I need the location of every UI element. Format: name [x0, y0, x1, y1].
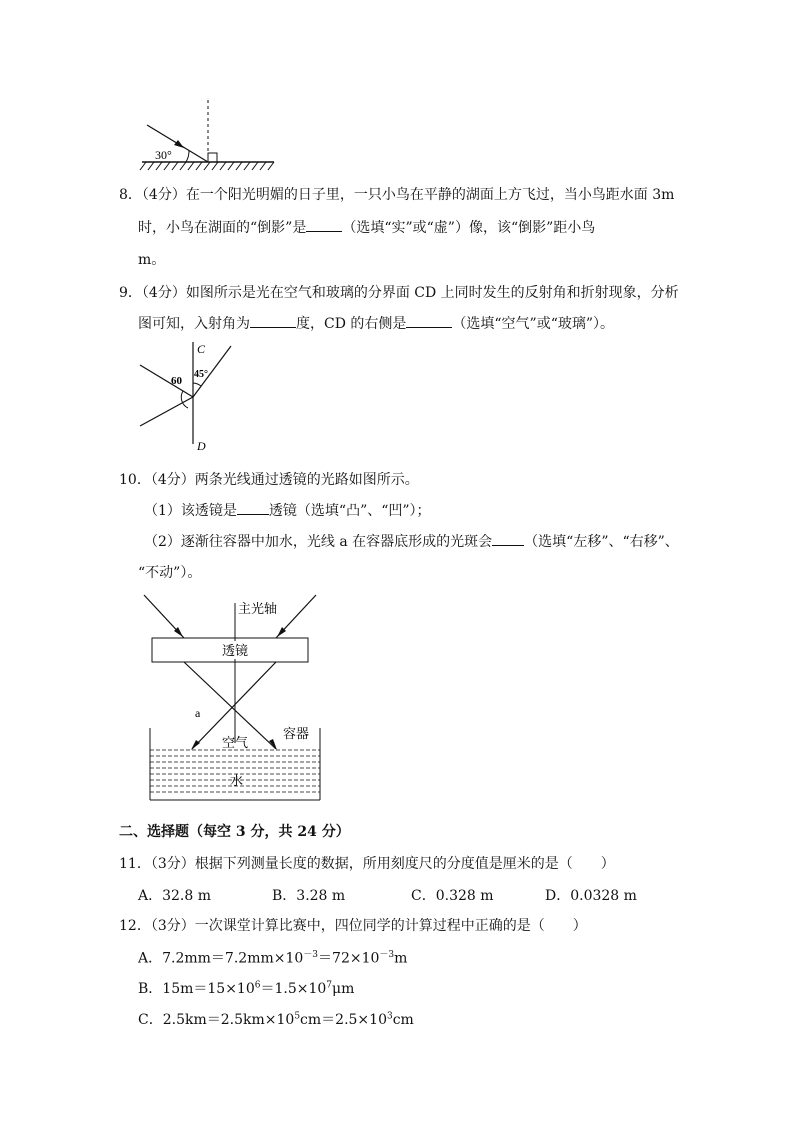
q12-option-b[interactable]: B．$15m=15\times 10^6=1.5\times 10^7\mu m$: [138, 980, 355, 997]
q10-blank-2[interactable]: [492, 531, 524, 546]
container-label: 容器: [283, 726, 310, 741]
axis-label: 主光轴: [238, 601, 278, 616]
angle-30-label: 30°: [155, 148, 172, 162]
q10-sub2-cont: “不动”）。: [138, 565, 202, 581]
q12-stem: 12．（3分）一次课堂计算比赛中，四位同学的计算过程中正确的是（ ）: [119, 918, 587, 934]
label-d: D: [197, 439, 206, 453]
lens-label: 透镜: [221, 643, 249, 658]
q8-text-a: 时，小鸟在湖面的“倒影”是: [138, 220, 307, 236]
q10-sub1-a: （1）该透镜是: [144, 503, 237, 519]
q8-line2: [138, 217, 595, 237]
angle-45-label: 45°: [194, 369, 208, 380]
q9-text-a: 图可知，入射角为: [138, 316, 250, 332]
q12-option-c[interactable]: C．$2.5km=2.5km\times 10^5cm=2.5\times 10^3cm$: [138, 1011, 414, 1028]
q8-text-b: （选填“实”或“虚”）像，该“倒影”距小鸟: [342, 220, 596, 236]
q11-option-d[interactable]: D．0.0328 m: [545, 888, 637, 904]
q11-option-b[interactable]: B．3.28 m: [272, 888, 346, 904]
q10-sub2-a: （2）逐渐往容器中加水，光线 a 在容器底形成的光斑会: [144, 534, 493, 550]
q10-sub2: [144, 531, 679, 551]
incidence-30-figure: [138, 98, 278, 174]
q10-sub1: [144, 500, 431, 520]
q10-sub1-b: 透镜（选填“凸”、“凹”）；: [268, 503, 431, 519]
q9-blank-2[interactable]: [406, 313, 452, 328]
angle-60-label: 60: [171, 375, 182, 387]
water-label: 水: [230, 773, 244, 788]
q11-option-c[interactable]: C．0.328 m: [411, 888, 494, 904]
q9-text-b: 度，CD 的右侧是: [296, 316, 407, 332]
q9-line1: 9．（4分）如图所示是光在空气和玻璃的分界面 CD 上同时发生的反射角和折射现象，分析: [119, 285, 679, 301]
q8-blank-1[interactable]: [306, 217, 342, 232]
section-title: 二、选择题（每空 3 分，共 24 分）: [119, 824, 350, 840]
q10-blank-1[interactable]: [237, 500, 269, 515]
q11-stem: 11．（3分）根据下列测量长度的数据，所用刻度尺的分度值是厘米的是（ ）: [119, 856, 615, 872]
lens-figure: [140, 593, 330, 803]
label-c: C: [197, 342, 206, 356]
q8-line1: 8．（4分）在一个阳光明媚的日子里，一只小鸟在平静的湖面上方飞过，当小鸟距水面 3m: [119, 187, 675, 203]
q9-blank-1[interactable]: [250, 313, 296, 328]
q8-line3: [138, 249, 165, 269]
q11-option-a[interactable]: A．32.8 m: [138, 888, 212, 904]
air-label: 空气: [222, 735, 249, 750]
refraction-figure: [138, 340, 238, 454]
q8-text-c: m。: [138, 252, 166, 268]
ray-a-label: a: [195, 706, 201, 720]
q12-option-a[interactable]: A．$7.2mm=7.2mm\times 10^{-3}=72\times 10^{-3}m$: [138, 950, 408, 967]
q10-sub2-b: （选填“左移”、“右移”、: [524, 534, 679, 550]
q10-line1: 10．（4分）两条光线通过透镜的光路如图所示。: [119, 472, 419, 488]
q9-text-c: （选填“空气”或“玻璃”）。: [452, 316, 615, 332]
q9-line2: [138, 313, 614, 333]
